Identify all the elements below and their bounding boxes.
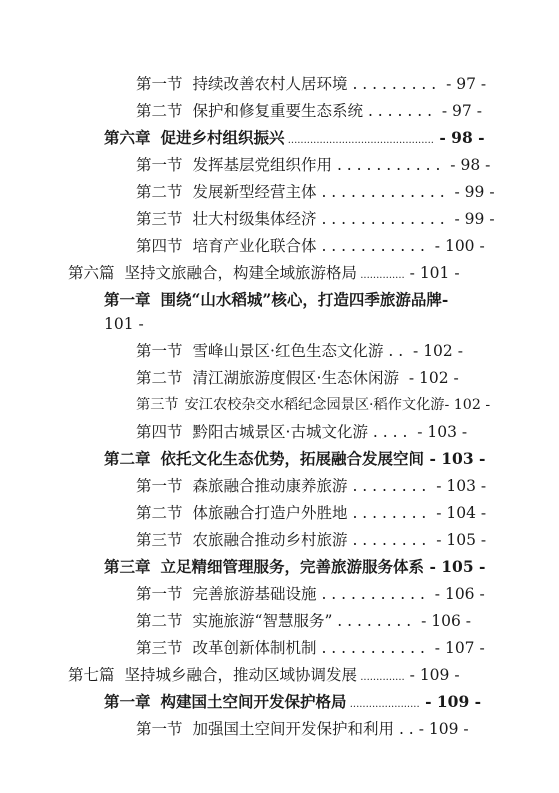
toc-label: 第二节 xyxy=(136,504,183,522)
toc-leader: .............................................. xyxy=(284,135,434,146)
toc-entry xyxy=(136,719,469,739)
toc-title: 发展新型经营主体 xyxy=(192,183,317,201)
toc-entry xyxy=(104,557,485,577)
toc-entry xyxy=(136,476,486,496)
toc-label: 第一章 xyxy=(104,290,151,309)
toc-title: 立足精细管理服务，完善旅游服务体系 xyxy=(160,557,425,576)
toc-title: 改革创新体制机制 xyxy=(192,639,317,657)
toc-title: 坚持城乡融合，推动区域协调发展 xyxy=(124,666,358,684)
toc-leader: .............. xyxy=(357,270,405,281)
toc-page-number: - 102 - xyxy=(413,342,463,360)
toc-title: 清江湖旅游度假区·生态休闲游 xyxy=(192,369,399,387)
toc-label: 第三章 xyxy=(104,557,151,576)
toc-leader: .............. xyxy=(357,672,405,683)
toc-page-number: - 103 - xyxy=(436,477,487,495)
toc-label: 第二节 xyxy=(136,102,183,120)
toc-leader: ...................... xyxy=(346,699,420,710)
toc-title: 促进乡村组织振兴 xyxy=(160,128,285,147)
toc-label: 第六章 xyxy=(104,128,151,147)
toc-label: 第二节 xyxy=(136,369,183,387)
toc-page-number: 102 - xyxy=(453,397,491,413)
toc-page-number: - 98 - xyxy=(439,128,485,147)
toc-page-number: - 107 - xyxy=(434,639,485,657)
toc-entry xyxy=(136,530,486,550)
toc-title: 体旅融合打造户外胜地 xyxy=(192,504,348,522)
toc-page-number: - 102 - xyxy=(408,369,459,387)
toc-label: 第一节 xyxy=(136,156,183,174)
toc-label: 第三节 xyxy=(136,531,183,549)
toc-page-number: - 105 - xyxy=(429,557,486,576)
toc-title: 农旅融合推动乡村旅游 xyxy=(192,531,348,549)
toc-page-number: - 109 - xyxy=(425,692,482,711)
toc-page-number: - 101 - xyxy=(409,264,460,282)
toc-page-number: - 97 - xyxy=(441,102,482,120)
toc-entry xyxy=(136,236,485,256)
toc-label: 第六篇 xyxy=(68,264,115,282)
toc-entry xyxy=(136,74,486,94)
toc-page-number: - 103 - xyxy=(417,423,468,441)
toc-entry xyxy=(136,101,482,121)
toc-page-number: - 106 - xyxy=(421,612,471,630)
toc-label: 第二节 xyxy=(136,183,183,201)
toc-entry xyxy=(136,395,490,415)
toc-label: 第二章 xyxy=(104,449,151,468)
toc-entry xyxy=(136,584,485,604)
toc-entry xyxy=(68,263,460,286)
toc-leader: . . xyxy=(394,720,414,738)
toc-title: 加强国土空间开发保护和利用 xyxy=(192,720,395,738)
toc-label: 第一节 xyxy=(136,585,183,603)
toc-page-number: - 105 - xyxy=(436,531,487,549)
toc-leader: . . . . . . . . . xyxy=(347,75,437,93)
toc-title: 发挥基层党组织作用 xyxy=(192,156,333,174)
toc-page-number: - 100 - xyxy=(434,237,485,255)
toc-title: 坚持文旅融合，构建全域旅游格局 xyxy=(124,264,358,282)
toc-leader: . . . . . . . xyxy=(363,102,433,120)
toc-label: 第四节 xyxy=(136,423,183,441)
toc-entry-continuation xyxy=(104,314,144,334)
toc-page-number: - 97 - xyxy=(446,75,487,93)
toc-leader: . . xyxy=(383,342,404,360)
toc-label: 第四节 xyxy=(136,237,183,255)
toc-entry xyxy=(104,128,485,151)
toc-leader: . . . . . . . . xyxy=(347,477,427,495)
toc-leader: . . . . . . . . . . . xyxy=(316,237,425,255)
toc-leader: . . . . . . . . xyxy=(347,531,427,549)
toc-page-number: - 109 - xyxy=(418,720,469,738)
toc-title: 保护和修复重要生态系统 xyxy=(192,102,364,120)
toc-entry xyxy=(104,449,485,469)
toc-label: 第七篇 xyxy=(68,666,115,684)
toc-entry xyxy=(68,665,460,688)
toc-page-number: - 103 - xyxy=(429,449,486,468)
toc-leader: . . . . xyxy=(367,423,408,441)
toc-label: 第三节 xyxy=(136,639,183,657)
toc-page-number: - 98 - xyxy=(450,156,491,174)
toc-label: 第二节 xyxy=(136,612,183,630)
toc-page-number: - 106 - xyxy=(434,585,485,603)
toc-entry xyxy=(136,341,463,361)
toc-label: 第一节 xyxy=(136,477,183,495)
toc-title: 实施旅游“智慧服务” xyxy=(192,612,333,630)
toc-title: 完善旅游基础设施 xyxy=(192,585,317,603)
toc-entry xyxy=(136,182,495,202)
toc-title: 森旅融合推动康养旅游 xyxy=(192,477,348,495)
toc-entry xyxy=(136,611,471,631)
toc-title: 依托文化生态优势，拓展融合发展空间 xyxy=(160,449,425,468)
toc-title: 黔阳古城景区·古城文化游 xyxy=(192,423,368,441)
toc-entry xyxy=(136,422,467,442)
toc-page-number: - 99 - xyxy=(454,183,495,201)
toc-label: 第三节 xyxy=(136,397,179,413)
toc-leader: . . . . . . . . . . . xyxy=(316,585,425,603)
toc-leader: . . . . . . . . . . . xyxy=(316,639,425,657)
toc-leader: . . . . . . . . . . . xyxy=(332,156,441,174)
toc-title: 围绕“山水稻城”核心，打造四季旅游品牌- xyxy=(160,290,449,309)
toc-title: 雪峰山景区·红色生态文化游 xyxy=(192,342,384,360)
toc-entry xyxy=(136,209,495,229)
toc-label: 第一节 xyxy=(136,342,183,360)
toc-label: 第一节 xyxy=(136,75,183,93)
toc-page-number: - 104 - xyxy=(436,504,487,522)
toc-page-number: - 99 - xyxy=(454,210,495,228)
toc-title: 安江农校杂交水稻纪念园景区·稻作文化游- xyxy=(184,397,450,413)
toc-page-number: - 109 - xyxy=(409,666,460,684)
toc-label: 第一节 xyxy=(136,720,183,738)
toc-entry xyxy=(104,290,448,310)
toc-title: 培育产业化联合体 xyxy=(192,237,317,255)
toc-leader: . . . . . . . . . . . . . xyxy=(316,210,445,228)
toc-leader: . . . . . . . . xyxy=(347,504,427,522)
toc-entry xyxy=(136,503,486,523)
toc-label: 第三节 xyxy=(136,210,183,228)
toc-title: 构建国土空间开发保护格局 xyxy=(160,692,347,711)
toc-label: 第一章 xyxy=(104,692,151,711)
toc-title: 101 - xyxy=(104,315,144,333)
toc-entry xyxy=(136,155,490,175)
toc-entry xyxy=(136,638,485,658)
toc-leader: . . . . . . . . xyxy=(332,612,412,630)
toc-title: 壮大村级集体经济 xyxy=(192,210,317,228)
toc-title: 持续改善农村人居环境 xyxy=(192,75,348,93)
toc-leader: . . . . . . . . . . . . . xyxy=(316,183,445,201)
toc-entry xyxy=(136,368,459,388)
toc-entry xyxy=(104,692,481,715)
